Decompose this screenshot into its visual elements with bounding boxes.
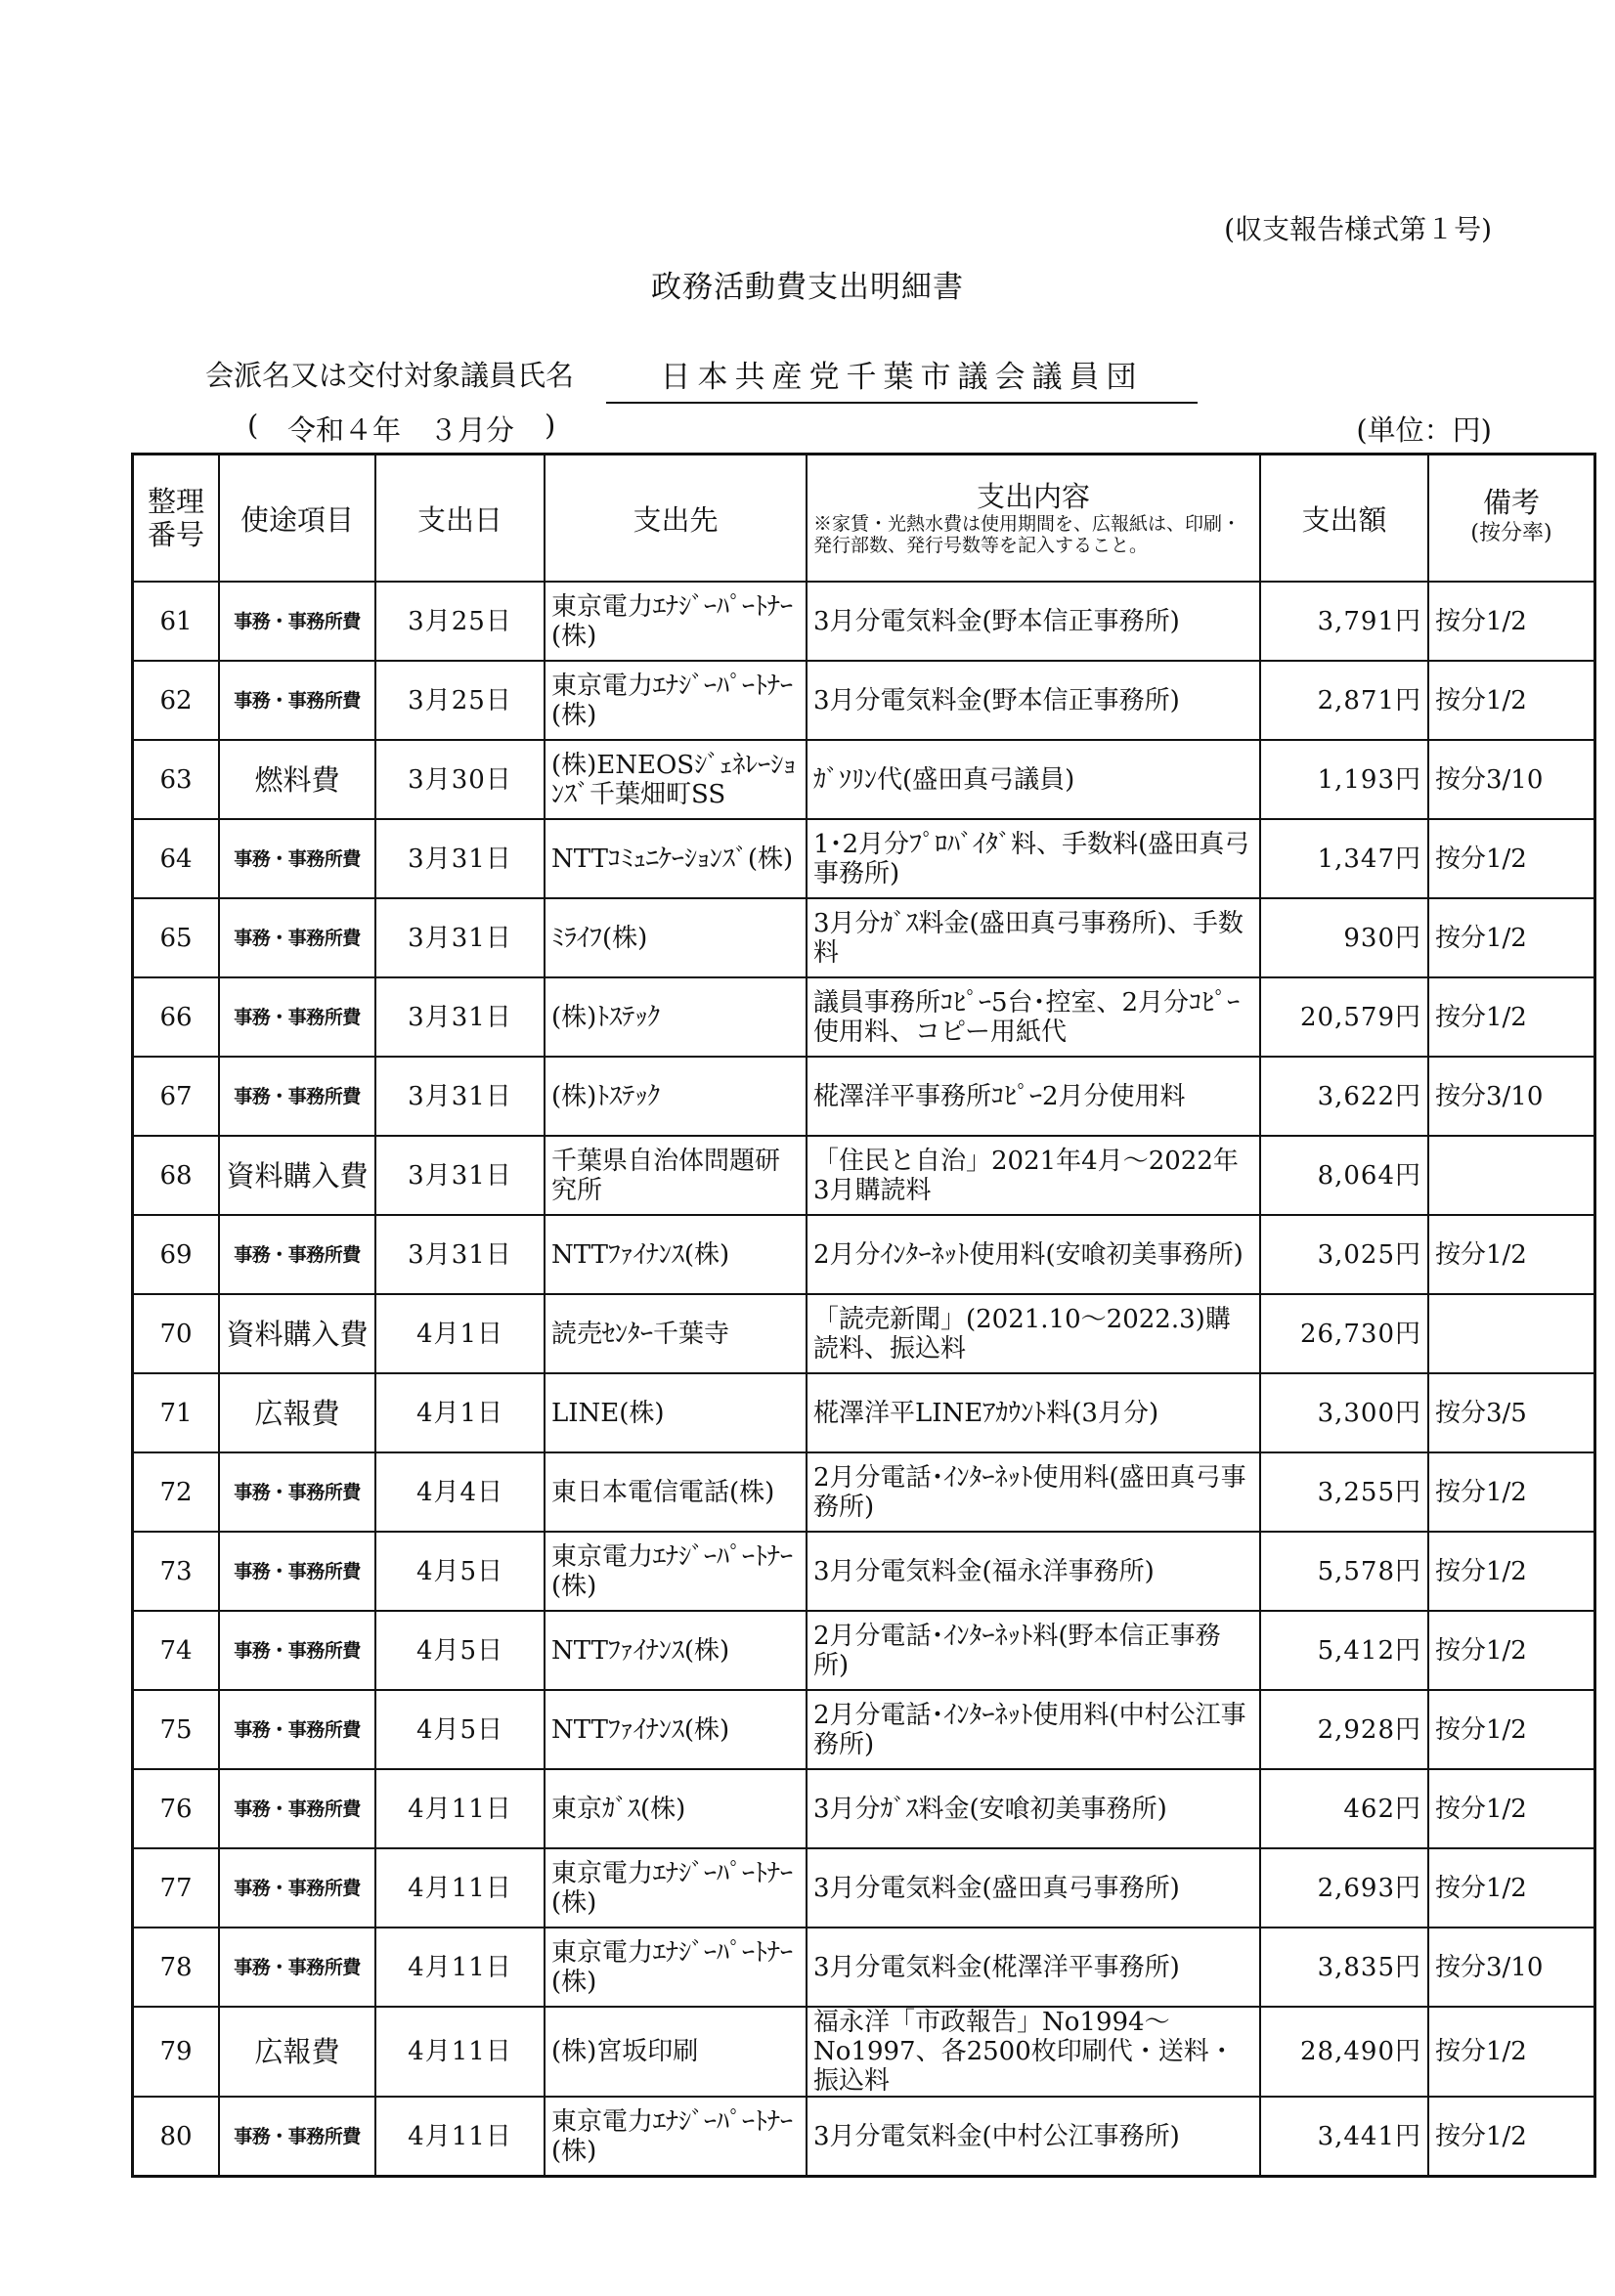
cell-date: 3月31日 [375,898,545,977]
cell-payee: 東京電力ｴﾅｼﾞｰﾊﾟｰﾄﾅｰ(株) [545,661,807,740]
cell-note: 按分1/2 [1428,977,1595,1057]
cell-note: 按分1/2 [1428,1848,1595,1928]
cell-description: 椛澤洋平事務所ｺﾋﾟｰ2月分使用料 [807,1057,1260,1136]
cell-date: 3月30日 [375,740,545,819]
cell-note: 按分1/2 [1428,819,1595,898]
cell-no: 78 [133,1928,220,2007]
cell-description: 椛澤洋平LINEｱｶｳﾝﾄ料(3月分) [807,1373,1260,1452]
table-row [133,1136,1595,1215]
header-no-text: 整理番号 [147,485,204,551]
party-name: 日本共産党千葉市議会議員団 [606,352,1198,404]
cell-category: 事務・事務所費 [219,661,375,740]
cell-description: 3月分電気料金(野本信正事務所) [807,582,1260,661]
cell-category: 燃料費 [219,740,375,819]
cell-category: 事務・事務所費 [219,1848,375,1928]
table-row [133,1532,1595,1611]
cell-no: 71 [133,1373,220,1452]
cell-amount: 5,412円 [1260,1611,1428,1690]
cell-no: 72 [133,1452,220,1532]
cell-amount: 20,579円 [1260,977,1428,1057]
cell-payee: NTTﾌｧｲﾅﾝｽ(株) [545,1611,807,1690]
cell-note: 按分1/2 [1428,1532,1595,1611]
cell-date: 4月5日 [375,1690,545,1769]
header-note-sub: (按分率) [1470,521,1552,545]
cell-category: 事務・事務所費 [219,1215,375,1294]
cell-description: ｶﾞｿﾘﾝ代(盛田真弓議員) [807,740,1260,819]
unit-label: (単位：円) [1356,413,1492,447]
cell-amount: 3,300円 [1260,1373,1428,1452]
cell-no: 66 [133,977,220,1057]
cell-category: 事務・事務所費 [219,2097,375,2177]
cell-date: 4月11日 [375,2097,545,2177]
cell-category: 広報費 [219,1373,375,1452]
cell-no: 62 [133,661,220,740]
cell-amount: 3,622円 [1260,1057,1428,1136]
cell-note: 按分1/2 [1428,2007,1595,2097]
cell-category: 事務・事務所費 [219,1532,375,1611]
cell-note: 按分1/2 [1428,1690,1595,1769]
expense-table [131,453,1596,2178]
table-row [133,1294,1595,1373]
table-row [133,977,1595,1057]
cell-date: 4月11日 [375,1769,545,1848]
cell-payee: (株)宮坂印刷 [545,2007,807,2097]
cell-date: 4月4日 [375,1452,545,1532]
cell-date: 3月31日 [375,977,545,1057]
table-row [133,1452,1595,1532]
cell-payee: 東京電力ｴﾅｼﾞｰﾊﾟｰﾄﾅｰ(株) [545,2097,807,2177]
cell-no: 75 [133,1690,220,1769]
cell-description: 福永洋「市政報告」No1994～No1997、各2500枚印刷代・送料・振込料 [807,2007,1260,2097]
cell-note: 按分1/2 [1428,898,1595,977]
cell-note: 按分1/2 [1428,1769,1595,1848]
cell-note: 按分1/2 [1428,582,1595,661]
table-row [133,582,1595,661]
cell-description: 1･2月分ﾌﾟﾛﾊﾞｲﾀﾞ料、手数料(盛田真弓事務所) [807,819,1260,898]
cell-payee: NTTｺﾐｭﾆｹｰｼｮﾝｽﾞ(株) [545,819,807,898]
cell-category: 事務・事務所費 [219,1928,375,2007]
header-category: 使途項目 [219,455,375,583]
cell-amount: 8,064円 [1260,1136,1428,1215]
cell-description: 3月分電気料金(福永洋事務所) [807,1532,1260,1611]
cell-date: 3月25日 [375,582,545,661]
cell-description: 3月分電気料金(野本信正事務所) [807,661,1260,740]
cell-description: 2月分電話･ｲﾝﾀｰﾈｯﾄ使用料(盛田真弓事務所) [807,1452,1260,1532]
cell-category: 事務・事務所費 [219,1690,375,1769]
cell-no: 64 [133,819,220,898]
cell-payee: ﾐﾗｲﾌ(株) [545,898,807,977]
cell-payee: 東京ｶﾞｽ(株) [545,1769,807,1848]
cell-note: 按分1/2 [1428,1452,1595,1532]
table-header-row [133,455,1595,583]
cell-no: 61 [133,582,220,661]
cell-amount: 2,928円 [1260,1690,1428,1769]
cell-no: 76 [133,1769,220,1848]
cell-description: 3月分電気料金(椛澤洋平事務所) [807,1928,1260,2007]
cell-category: 広報費 [219,2007,375,2097]
period-open-paren: ( [247,409,259,442]
cell-description: 2月分電話･ｲﾝﾀｰﾈｯﾄ料(野本信正事務所) [807,1611,1260,1690]
table-row [133,898,1595,977]
header-date: 支出日 [375,455,545,583]
form-number: (収支報告様式第１号) [1224,213,1492,245]
cell-note: 按分1/2 [1428,2097,1595,2177]
table-row [133,819,1595,898]
header-no [133,455,220,583]
table-row [133,2007,1595,2097]
cell-category: 資料購入費 [219,1136,375,1215]
cell-payee: (株)ﾄｽﾃｯｸ [545,1057,807,1136]
header-description-note: ※家賃・光熱水費は使用期間を、広報紙は、印刷・発行部数、発行号数等を記入すること。 [813,513,1242,556]
cell-no: 77 [133,1848,220,1928]
cell-amount: 3,255円 [1260,1452,1428,1532]
cell-payee: 読売ｾﾝﾀｰ千葉寺 [545,1294,807,1373]
cell-date: 4月1日 [375,1294,545,1373]
cell-category: 事務・事務所費 [219,898,375,977]
cell-payee: (株)ENEOSｼﾞｪﾈﾚｰｼｮﾝｽﾞ千葉畑町SS [545,740,807,819]
cell-no: 68 [133,1136,220,1215]
cell-description: 3月分ｶﾞｽ料金(盛田真弓事務所)、手数料 [807,898,1260,977]
cell-note: 按分1/2 [1428,1215,1595,1294]
cell-payee: 東京電力ｴﾅｼﾞｰﾊﾟｰﾄﾅｰ(株) [545,1928,807,2007]
cell-date: 4月5日 [375,1611,545,1690]
table-row [133,1769,1595,1848]
cell-note: 按分3/10 [1428,1057,1595,1136]
table-body [133,582,1595,2177]
cell-payee: 東京電力ｴﾅｼﾞｰﾊﾟｰﾄﾅｰ(株) [545,1532,807,1611]
document-title: 政務活動費支出明細書 [651,270,964,305]
table-row [133,661,1595,740]
cell-date: 3月31日 [375,1215,545,1294]
cell-no: 63 [133,740,220,819]
cell-description: 議員事務所ｺﾋﾟｰ5台･控室、2月分ｺﾋﾟｰ使用料、コピー用紙代 [807,977,1260,1057]
cell-no: 79 [133,2007,220,2097]
cell-no: 80 [133,2097,220,2177]
cell-amount: 3,791円 [1260,582,1428,661]
cell-amount: 3,441円 [1260,2097,1428,2177]
table-row [133,1611,1595,1690]
cell-category: 事務・事務所費 [219,1611,375,1690]
cell-date: 4月11日 [375,2007,545,2097]
period-close-paren: ) [545,409,556,442]
cell-payee: (株)ﾄｽﾃｯｸ [545,977,807,1057]
cell-amount: 5,578円 [1260,1532,1428,1611]
cell-category: 事務・事務所費 [219,1769,375,1848]
cell-note: 按分1/2 [1428,1611,1595,1690]
cell-date: 3月31日 [375,819,545,898]
cell-payee: NTTﾌｧｲﾅﾝｽ(株) [545,1215,807,1294]
cell-date: 3月25日 [375,661,545,740]
cell-no: 73 [133,1532,220,1611]
party-label: 会派名又は交付対象議員氏名 [205,359,575,392]
table-row [133,2097,1595,2177]
header-amount: 支出額 [1260,455,1428,583]
cell-amount: 462円 [1260,1769,1428,1848]
table-row [133,1928,1595,2007]
table-row [133,1373,1595,1452]
cell-date: 4月5日 [375,1532,545,1611]
cell-description: 3月分電気料金(中村公江事務所) [807,2097,1260,2177]
cell-note: 按分3/5 [1428,1373,1595,1452]
cell-no: 74 [133,1611,220,1690]
cell-category: 事務・事務所費 [219,819,375,898]
header-description-title: 支出内容 [976,480,1090,513]
cell-payee: NTTﾌｧｲﾅﾝｽ(株) [545,1690,807,1769]
cell-description: 「住民と自治」2021年4月～2022年3月購読料 [807,1136,1260,1215]
cell-date: 4月11日 [375,1848,545,1928]
cell-description: 3月分ｶﾞｽ料金(安喰初美事務所) [807,1769,1260,1848]
header-note [1428,455,1595,583]
cell-amount: 3,025円 [1260,1215,1428,1294]
cell-amount: 1,193円 [1260,740,1428,819]
cell-amount: 3,835円 [1260,1928,1428,2007]
header-payee: 支出先 [545,455,807,583]
cell-category: 事務・事務所費 [219,977,375,1057]
cell-date: 3月31日 [375,1136,545,1215]
cell-note: 按分3/10 [1428,1928,1595,2007]
cell-no: 65 [133,898,220,977]
cell-note [1428,1294,1595,1373]
cell-note: 按分1/2 [1428,661,1595,740]
cell-amount: 1,347円 [1260,819,1428,898]
cell-payee: LINE(株) [545,1373,807,1452]
cell-note [1428,1136,1595,1215]
cell-no: 67 [133,1057,220,1136]
cell-amount: 2,871円 [1260,661,1428,740]
cell-amount: 930円 [1260,898,1428,977]
table-row [133,740,1595,819]
header-note-title: 備考 [1482,486,1540,519]
cell-category: 事務・事務所費 [219,1452,375,1532]
table-row [133,1215,1595,1294]
cell-note: 按分3/10 [1428,740,1595,819]
cell-amount: 26,730円 [1260,1294,1428,1373]
cell-amount: 2,693円 [1260,1848,1428,1928]
header-description [807,455,1260,583]
cell-payee: 千葉県自治体問題研究所 [545,1136,807,1215]
cell-category: 資料購入費 [219,1294,375,1373]
cell-description: 2月分ｲﾝﾀｰﾈｯﾄ使用料(安喰初美事務所) [807,1215,1260,1294]
cell-payee: 東京電力ｴﾅｼﾞｰﾊﾟｰﾄﾅｰ(株) [545,1848,807,1928]
table-row [133,1690,1595,1769]
cell-description: 2月分電話･ｲﾝﾀｰﾈｯﾄ使用料(中村公江事務所) [807,1690,1260,1769]
cell-date: 4月11日 [375,1928,545,2007]
cell-payee: 東日本電信電話(株) [545,1452,807,1532]
cell-description: 「読売新聞」(2021.10～2022.3)購読料、振込料 [807,1294,1260,1373]
cell-amount: 28,490円 [1260,2007,1428,2097]
cell-payee: 東京電力ｴﾅｼﾞｰﾊﾟｰﾄﾅｰ(株) [545,582,807,661]
period-text: 令和４年 ３月分 [287,413,515,447]
cell-no: 69 [133,1215,220,1294]
table-row [133,1848,1595,1928]
cell-category: 事務・事務所費 [219,582,375,661]
cell-description: 3月分電気料金(盛田真弓事務所) [807,1848,1260,1928]
cell-category: 事務・事務所費 [219,1057,375,1136]
cell-date: 3月31日 [375,1057,545,1136]
cell-no: 70 [133,1294,220,1373]
cell-date: 4月1日 [375,1373,545,1452]
table-row [133,1057,1595,1136]
